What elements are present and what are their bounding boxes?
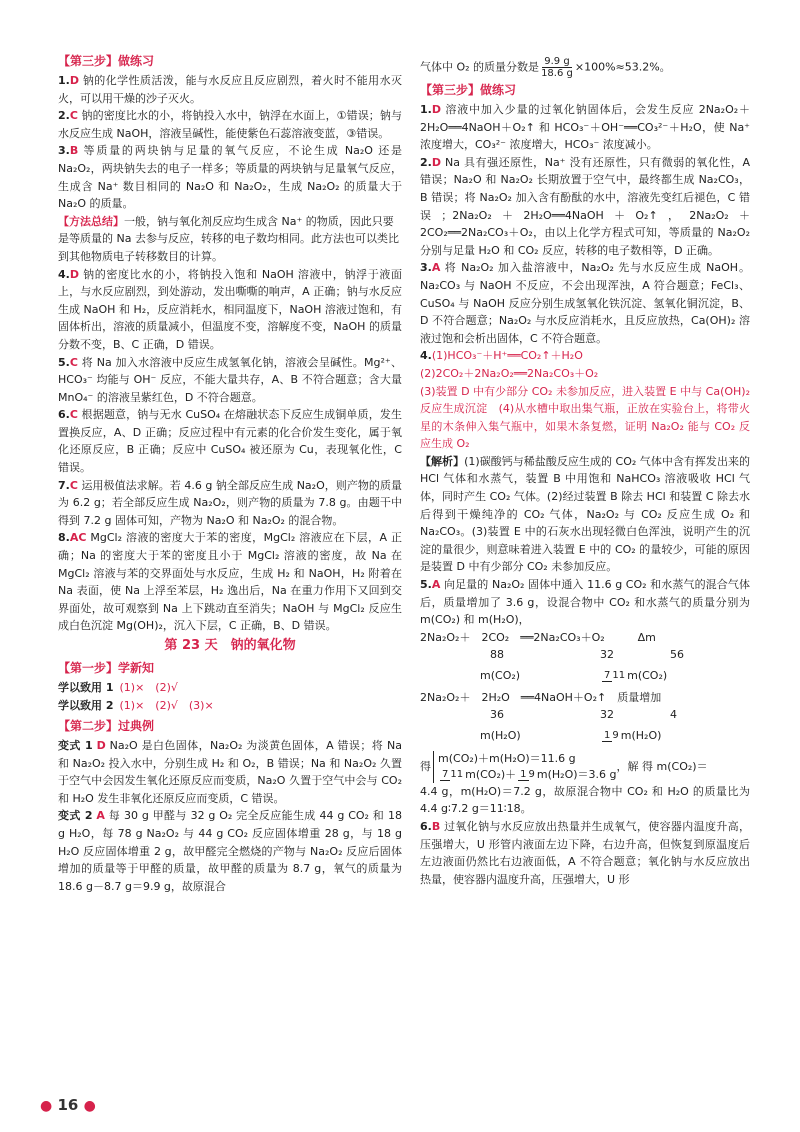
learn-apply-1: 学以致用 1 (1)× (2)√: [58, 681, 178, 694]
dot-icon: ●: [40, 1098, 53, 1114]
answer-item-4: 4.D 钠的密度比水的小，将钠投入饱和 NaOH 溶液中，钠浮于液面上，与水反应剧烈，到处游动，发出嘶嘶的响声，A 正确；钠与水反应生成 NaOH 和 H₂，反应消耗水，相同温度下，NaOH 溶液过饱和，有固体析出，溶液的质量减小，但温度不变，溶解度不变，NaOH 的质量分数不变，B、C 正确，D 错误。: [58, 267, 402, 351]
answer-item-6: 6.C 根据题意，钠与无水 CuSO₄ 在熔融状态下反应生成铜单质，发生置换反应，A、D 正确；反应过程中有元素的化合价发生变化，属于氧化还原反应，B 正确；反应中 CuSO₄ 被还原为 Cu，表现氧化性，C 错误。: [58, 408, 402, 475]
section-step3-label: 【第三步】做练习: [58, 54, 155, 68]
equation-system: 得 m(CO₂)＋m(H₂O)＝11.6 g 7 11 m(CO₂)＋ 1 9 m(H₂O)＝3.6 g ，解 得 m(CO₂)＝: [420, 751, 708, 781]
system-result: 4.4 g，m(H₂O)＝7.2 g，故原混合物中 CO₂ 和 H₂O 的质量比为 4.4 g∶7.2 g＝11∶18。: [420, 784, 750, 816]
equation-2: 2Na₂O₂＋ 2H₂O ══4NaOH＋O₂↑ 质量增加: [420, 690, 662, 704]
answer-item-r4: 4.(1)HCO₃⁻＋H⁺══CO₂↑＋H₂O (2)2CO₂＋2Na₂O₂══2Na₂CO₃＋O₂ (3)装置 D 中有少部分 CO₂ 未参加反应，进入装置 E 中与 Ca(OH)₂ 反应生成沉淀 (4)从水槽中取出集气瓶，正放在实验台上，将带火星的木条伸入集气瓶中，如果木条复燃，证明 Na₂O₂ 能与 CO₂ 反应生成 O₂: [420, 349, 750, 451]
analysis: 【解析】(1)碳酸钙与稀盐酸反应生成的 CO₂ 气体中含有挥发出来的 HCl 气体和水蒸气，装置 B 中用饱和 NaHCO₃ 溶液吸收 HCl 气体，同时产生 CO₂ 气体。(2)经过装置 B 除去 HCl 和装置 C 除去水后得到干燥纯净的 CO₂ 气体，Na₂O₂ 与 CO₂ 反应生成 O₂ 和 Na₂CO₃。(3)装置 E 中的石灰水出现轻微白色浑浊，说明产生的沉淀的量很少，则意味着进入装置 E 中的 CO₂ 的量较少，可能的原因是装置 D 中有少部分 CO₂ 未参加反应。: [420, 454, 751, 574]
method-summary: 【方法总结】一般，钠与氧化剂反应均生成含 Na⁺ 的物质，因此只要是等质量的 Na 去参与反应，转移的电子数均相同。此方法也可以类比到其他物质电子转移数目的计算。: [58, 214, 399, 263]
variant-1: 变式 1 D Na₂O 是白色固体，Na₂O₂ 为淡黄色固体，A 错误；将 Na 和 Na₂O₂ 投入水中，分别生成 H₂ 和 O₂，B 错误；Na 和 Na₂O₂ 久置于空气中会因发生氧化还原反应而变质，Na₂O 久置于空气中会与 CO₂ 和 H₂O 发生非氧化还原反应而变质，C 错误。: [58, 739, 402, 805]
equation-1: 2Na₂O₂＋ 2CO₂ ══2Na₂CO₃＋O₂ Δm: [420, 630, 656, 644]
answer-item-1: 1.D 钠的化学性质活泼，能与水反应且反应剧烈，着火时不能用水灭火，可以用干燥的沙子灭火。: [58, 74, 402, 105]
fraction: $\frac{9.9 g}{18.6 g}$: [541, 56, 573, 79]
answer-item-8: 8.AC MgCl₂ 溶液的密度大于苯的密度，MgCl₂ 溶液应在下层，A 正确；Na 的密度大于苯的密度且小于 MgCl₂ 溶液的密度，故 Na 在 MgCl₂ 溶液与苯的交界面处与水反应，生成 H₂ 和 NaOH，H₂ 附着在 Na 表面，使 Na 上浮至苯层，H₂ 逸出后，Na 在重力作用下又回到交界面处，故可观察到 Na 上下跳动直至消失；NaOH 与 MgCl₂ 反应生成白色沉淀 Mg(OH)₂，沉入下层，C 正确，B、D 错误。: [58, 531, 402, 633]
answer-item-r6: 6.B 过氧化钠与水反应放出热量并生成氧气，使容器内温度升高，压强增大，U 形管内液面左边下降，右边升高，但恢复到原温度后左边液面仍然比右边液面低，A 不符合题意；氧化钠与水反应放出热量，使容器内温度升高，压强增大，U 形: [420, 820, 750, 886]
left-column: [58, 50, 402, 895]
section-step3-label-right: 【第三步】做练习: [420, 83, 517, 97]
answer-item-r5: 5.A 向足量的 Na₂O₂ 固体中通入 11.6 g CO₂ 和水蒸气的混合气体后，质量增加了 3.6 g，设混合物中 CO₂ 和水蒸气的质量分别为 m(CO₂) 和 m(H₂O)，: [420, 578, 750, 627]
page-number: ● 16 ●: [40, 1096, 96, 1114]
equation-1-masses: 88 32 56: [490, 647, 684, 661]
section-step1-label: 【第一步】学新知: [58, 661, 155, 675]
answer-item-5: 5.C 将 Na 加入水溶液中反应生成氢氧化钠，溶液会呈碱性。Mg²⁺、HCO₃⁻ 均能与 OH⁻ 反应，不能大量共存，A、B 不符合题意；含大量 MnO₄⁻ 的溶液呈紫红色，D 不符合题意。: [58, 355, 402, 404]
answer-item-r3: 3.A 将 Na₂O₂ 加入盐溶液中，Na₂O₂ 先与水反应生成 NaOH。Na₂CO₃ 与 NaOH 不反应，不会出现浑浊，A 符合题意；FeCl₃、CuSO₄ 与 NaOH 反应分别生成氢氧化铁沉淀、氢氧化铜沉淀，B、D 不符合题意；Na₂O₂ 与水反应消耗水，且反应放热，Ca(OH)₂ 溶液过饱和会析出固体，C 不符合题意。: [420, 261, 750, 345]
equation-1-vars: m(CO₂) 7 11 m(CO₂): [480, 668, 668, 682]
continued-line: 气体中 O₂ 的质量分数是 $\frac{9.9 g}{18.6 g}$ ×100%≈53.2%。: [420, 56, 671, 79]
equation-2-masses: 36 32 4: [490, 707, 677, 721]
answer-item-7: 7.C 运用极值法求解。若 4.6 g 钠全部反应生成 Na₂O，则产物的质量为 6.2 g；若全部反应生成 Na₂O₂，则产物的质量为 7.8 g。由题干中得到 7.2 g 固体可知，产物为 Na₂O 和 Na₂O₂ 的混合物。: [58, 478, 402, 527]
section-step2-label: 【第二步】过典例: [58, 719, 155, 733]
dot-icon: ●: [83, 1098, 96, 1114]
day-title: 第 23 天 钠的氧化物: [164, 638, 296, 653]
variant-2: 变式 2 A 每 30 g 甲醛与 32 g O₂ 完全反应能生成 44 g CO₂ 和 18 g H₂O，每 78 g Na₂O₂ 与 44 g CO₂ 反应固体增重 28 g，与 18 g H₂O 反应固体增重 2 g，故甲醛完全燃烧的产物与 Na₂O₂ 反应后固体增加的质量等于甲醛的质量，故甲醛的质量为 8.7 g，氧气的质量为 18.6 g－8.7 g＝9.9 g，故原混合: [58, 809, 402, 893]
answer-item-2: 2.C 钠的密度比水的小，将钠投入水中，钠浮在水面上，①错误；钠与水反应生成 NaOH，溶液呈碱性，能使紫色石蕊溶液变蓝，③错误。: [58, 109, 402, 140]
answer-item-r2: 2.D Na 具有强还原性，Na⁺ 没有还原性，只有微弱的氧化性，A 错误；Na₂O 和 Na₂O₂ 长期放置于空气中，最终都生成 Na₂CO₃，B 错误；将 Na₂O₂ 加入含有酚酞的水中，溶液先变红后褪色，C 错误；2Na₂O₂＋2H₂O══4NaOH＋O₂↑，2Na₂O₂＋2CO₂══2Na₂CO₃＋O₂，由以上化学方程式可知，等质量的 Na₂O₂ 分别与足量 H₂O 和 CO₂ 反应，转移的电子数相等，D 正确。: [420, 155, 750, 257]
answer-item-3: 3.B 等质量的两块钠与足量的氧气反应，不论生成 Na₂O 还是 Na₂O₂，两块钠失去的电子一样多；等质量的两块钠与足量氧气反应，生成含 Na⁺ 数目相同的 Na₂O 和 Na₂O₂，生成 Na₂O₂ 的质量大于 Na₂O 的质量。: [58, 144, 402, 211]
answer-item-r1: 1.D 溶液中加入少量的过氧化钠固体后，会发生反应 2Na₂O₂＋2H₂O══4NaOH＋O₂↑ 和 HCO₃⁻＋OH⁻══CO₃²⁻＋H₂O，使 Na⁺ 浓度增大，CO₃²⁻ 浓度增大，HCO₃⁻ 浓度减小。: [420, 103, 750, 152]
equation-2-vars: m(H₂O) 1 9 m(H₂O): [480, 728, 662, 742]
right-column: [420, 56, 750, 888]
learn-apply-2: 学以致用 2 (1)× (2)√ (3)×: [58, 699, 214, 712]
